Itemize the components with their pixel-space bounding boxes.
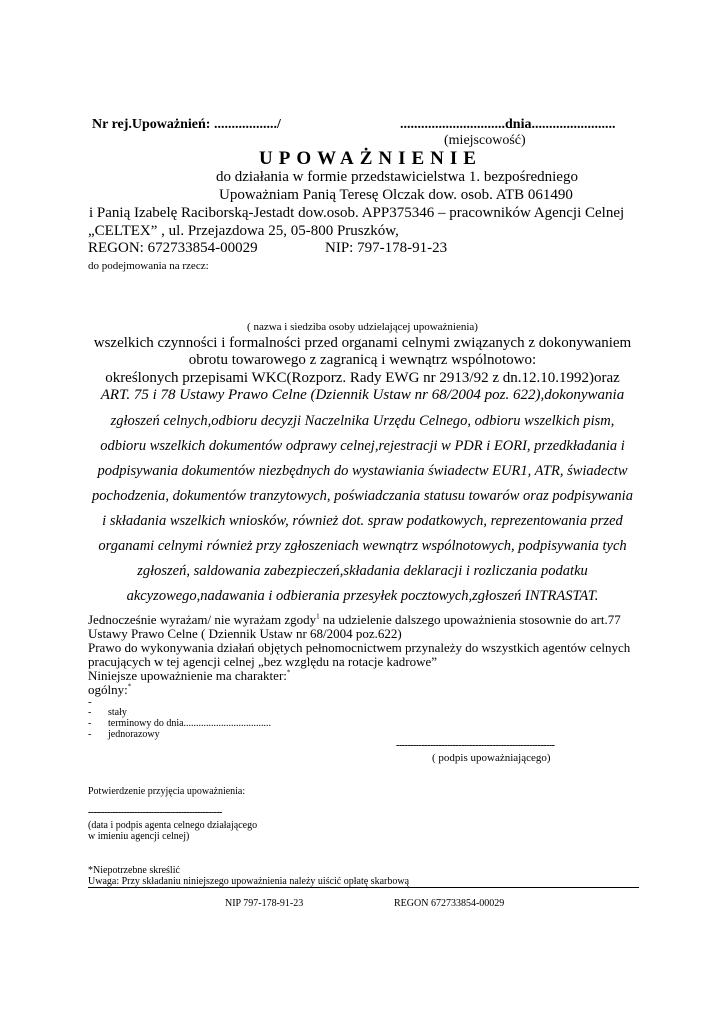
place-date-field: ..............................dnia........................ [400,117,616,132]
on-behalf-label: do podejmowania na rzecz: [88,260,209,272]
scope-line-1: wszelkich czynności i formalności przed organami celnymi związanych z dokonywaniem [93,335,632,351]
regon: REGON: 672733854-00029 [88,240,258,256]
scope-item: i składania wszelkich wniosków, również dot. spraw podatkowych, reprezentowania przed [102,513,623,529]
intro-line-3: i Panią Izabelę Raciborską-Jestadt dow.osob. APP375346 – pracowników Agencji Celnej [89,205,625,221]
scope-item: zgłoszeń, saldowania zabezpieczeń,składania deklaracji i rozliczania podatku [137,563,588,579]
nip: NIP: 797-178-91-23 [325,240,448,256]
signature-caption: ( podpis upoważniającego) [432,752,551,764]
consent-line-3: Prawo do wykonywania działań objętych pełnomocnictwem przynależy do wszystkich agentów celnych [88,640,631,655]
document-title: UPOWAŻNIENIE [259,148,482,169]
consent-text-a: Jednocześnie wyrażam/ nie wyrażam zgody [88,612,317,627]
scope-item: akcyzowego,nadawania i odbierania przesyłek pocztowych,zgłoszeń INTRASTAT. [126,588,599,604]
general-label [88,682,131,698]
footer-regon: REGON 672733854-00029 [394,898,505,909]
character-text: Niniejsze upoważnienie ma charakter: [88,668,287,683]
option-dash: - [88,707,92,718]
place-caption: (miejscowość) [444,133,526,148]
acceptance-caption-1: (data i podpis agenta celnego działającego [88,820,258,831]
acceptance-label: Potwierdzenie przyjęcia upoważnienia: [88,786,246,797]
character-asterisk: * [286,668,291,677]
grantor-caption: ( nazwa i siedziba osoby udzielającej upoważnienia) [247,321,478,333]
consent-line-2: Ustawy Prawo Celne ( Dziennik Ustaw nr 68/2004 poz.622) [88,626,402,641]
consent-text-b: na udzielenie dalszego upoważnienia stosownie do art.77 [319,612,621,627]
scope-line-2: obrotu towarowego z zagranicą i wewnątrz wspólnotowo: [188,352,537,368]
scope-item: podpisywania dokumentów niezbędnych do wystawiania świadectw EUR1, ATR, świadectw [97,463,628,479]
scope-item: odbioru wszelkich dokumentów odprawy celnej,rejestracji w PDR i EORI, przedkładania i [100,438,625,454]
scope-item: zgłoszeń celnych,odbioru decyzji Naczelnika Urzędu Celnego, odbioru wszelkich pism, [110,413,615,429]
option-term: terminowy do dnia................................... [108,718,272,729]
consent-line-4: pracujących w tej agencji celnej „bez względu na rotacje kadrowe” [88,654,438,669]
footer-divider [88,887,639,888]
footer-nip: NIP 797-178-91-23 [225,898,304,909]
signature-line: -------------------------------------------------------- [396,740,555,751]
fee-note: Uwaga: Przy składaniu niniejszego upoważnienia należy uiścić opłatę skarbową [88,876,410,887]
general-asterisk: * [127,682,132,691]
scope-item: organami celnymi również przy zgłoszeniach wewnątrz wspólnotowych, podpisywania tych [98,538,627,554]
scope-line-4: ART. 75 i 78 Ustawy Prawo Celne (Dziennik Ustaw nr 68/2004 poz. 622),dokonywania [100,387,625,403]
option-dash: - [88,696,92,708]
strike-note: *Niepotrzebne skreślić [88,865,180,876]
intro-line-1: do działania w formie przedstawicielstwa 1. bezpośredniego [216,169,578,185]
intro-line-4: „CELTEX” , ul. Przejazdowa 25, 05-800 Pruszków, [88,223,399,239]
intro-line-2: Upoważniam Panią Teresę Olczak dow. osob. ATB 061490 [219,187,573,203]
acceptance-caption-2: w imieniu agencji celnej) [88,831,190,842]
option-dash: - [88,718,92,729]
option-permanent: stały [108,707,127,718]
option-dash: - [88,729,92,740]
scope-line-3: określonych przepisami WKC(Rozporz. Rady EWG nr 2913/92 z dn.12.10.1992)oraz [105,370,620,386]
general-text: ogólny: [88,682,128,697]
registration-number: Nr rej.Upoważnień: ................../ [92,117,281,132]
consent-footnote-mark: 1 [316,612,320,621]
acceptance-line: ------------------------------------------------- [88,807,222,818]
scope-item: pochodzenia, dokumentów tranzytowych, poświadczania statusu towarów oraz podpisywania [92,488,633,504]
option-one-time: jednorazowy [108,729,160,740]
